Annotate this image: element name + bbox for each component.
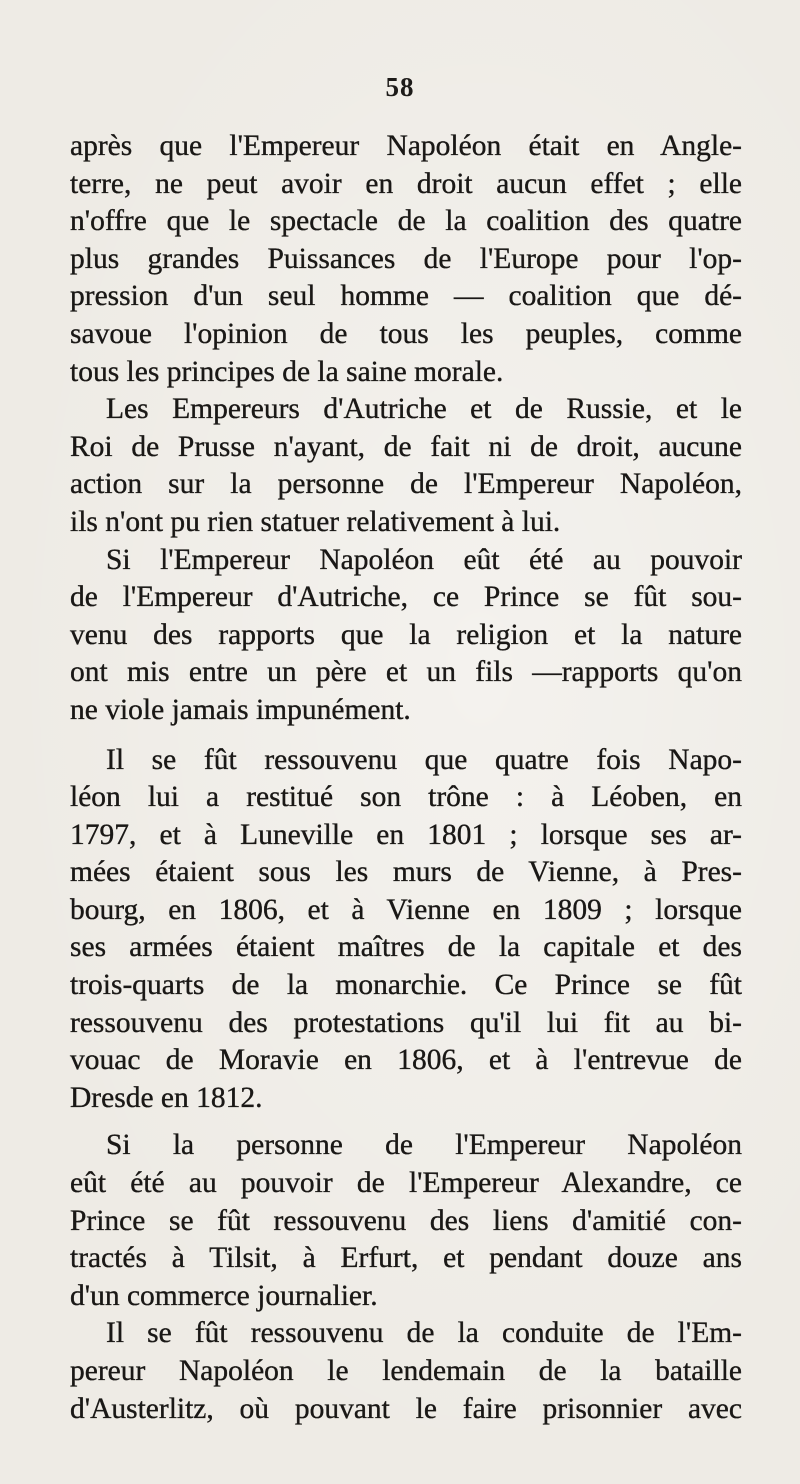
text-line: bourg, en 1806, et à Vienne en 1809 ; lorsque <box>70 893 742 926</box>
text-line: pereur Napoléon le lendemain de la bataille <box>70 1355 742 1387</box>
text-line: Prince se fût ressouvenu des liens d'amitié con- <box>70 1204 742 1237</box>
text-line: eût été au pouvoir de l'Empereur Alexandre, ce <box>70 1167 742 1200</box>
text-line: venu des rapports que la religion et la nature <box>70 618 742 651</box>
paragraph-gap <box>70 730 742 742</box>
text-line: d'un commerce journalier. <box>70 1279 378 1312</box>
text-line: trois-quarts de la monarchie. Ce Prince se fût <box>70 969 742 1002</box>
text-line: Roi de Prusse n'ayant, de fait ni de droit, aucune <box>70 430 742 463</box>
text-line: vouac de Moravie en 1806, et à l'entrevue de <box>70 1044 742 1077</box>
text-line: ils n'ont pu rien statuer relativement à lui. <box>70 505 561 538</box>
text-line: Si l'Empereur Napoléon eût été au pouvoir <box>106 543 742 576</box>
text-line: ont mis entre un père et un fils —rapports qu'on <box>70 656 742 689</box>
paragraph <box>70 128 742 391</box>
text-line: Il se fût ressouvenu que quatre fois Napo- <box>106 743 742 776</box>
text-line: après que l'Empereur Napoléon était en Angle- <box>70 130 742 162</box>
text-line: plus grandes Puissances de l'Europe pour l'op- <box>70 242 742 275</box>
body-text <box>70 128 742 1428</box>
text-line: ressouvenu des protestations qu'il lui fit au bi- <box>70 1006 742 1039</box>
text-line: de l'Empereur d'Autriche, ce Prince se fût sou- <box>70 581 742 614</box>
text-line: mées étaient sous les murs de Vienne, à Pres- <box>70 856 742 889</box>
text-line: action sur la personne de l'Empereur Napoléon, <box>70 468 742 501</box>
page-number: 58 <box>385 72 415 102</box>
text-line: pression d'un seul homme — coalition que dé- <box>70 280 742 313</box>
text-line: Les Empereurs d'Autriche et de Russie, et le <box>106 393 742 426</box>
text-line: léon lui a restitué son trône : à Léoben, en <box>70 781 742 814</box>
text-line: 1797, et à Luneville en 1801 ; lorsque ses ar- <box>70 818 742 851</box>
text-line: tous les principes de la saine morale. <box>70 355 504 388</box>
text-line: Si la personne de l'Empereur Napoléon <box>106 1129 742 1162</box>
text-line: savoue l'opinion de tous les peuples, comme <box>70 317 742 350</box>
paragraph-gap <box>70 1117 742 1127</box>
paragraph <box>70 542 742 730</box>
text-line: terre, ne peut avoir en droit aucun effet ; elle <box>70 167 742 200</box>
text-line: d'Austerlitz, où pouvant le faire prisonnier avec <box>70 1392 742 1425</box>
paragraph <box>70 1315 742 1428</box>
text-line: tractés à Tilsit, à Erfurt, et pendant douze ans <box>70 1242 742 1275</box>
text-line: ne viole jamais impunément. <box>70 693 411 726</box>
text-line: Dresde en 1812. <box>70 1081 263 1114</box>
paragraph <box>70 1127 742 1315</box>
paragraph <box>70 391 742 541</box>
text-line: ses armées étaient maîtres de la capitale et des <box>70 931 742 964</box>
text-line: Il se fût ressouvenu de la conduite de l'Em- <box>106 1317 742 1350</box>
paragraph <box>70 742 742 1118</box>
text-line: n'offre que le spectacle de la coalition des quatre <box>70 205 742 238</box>
